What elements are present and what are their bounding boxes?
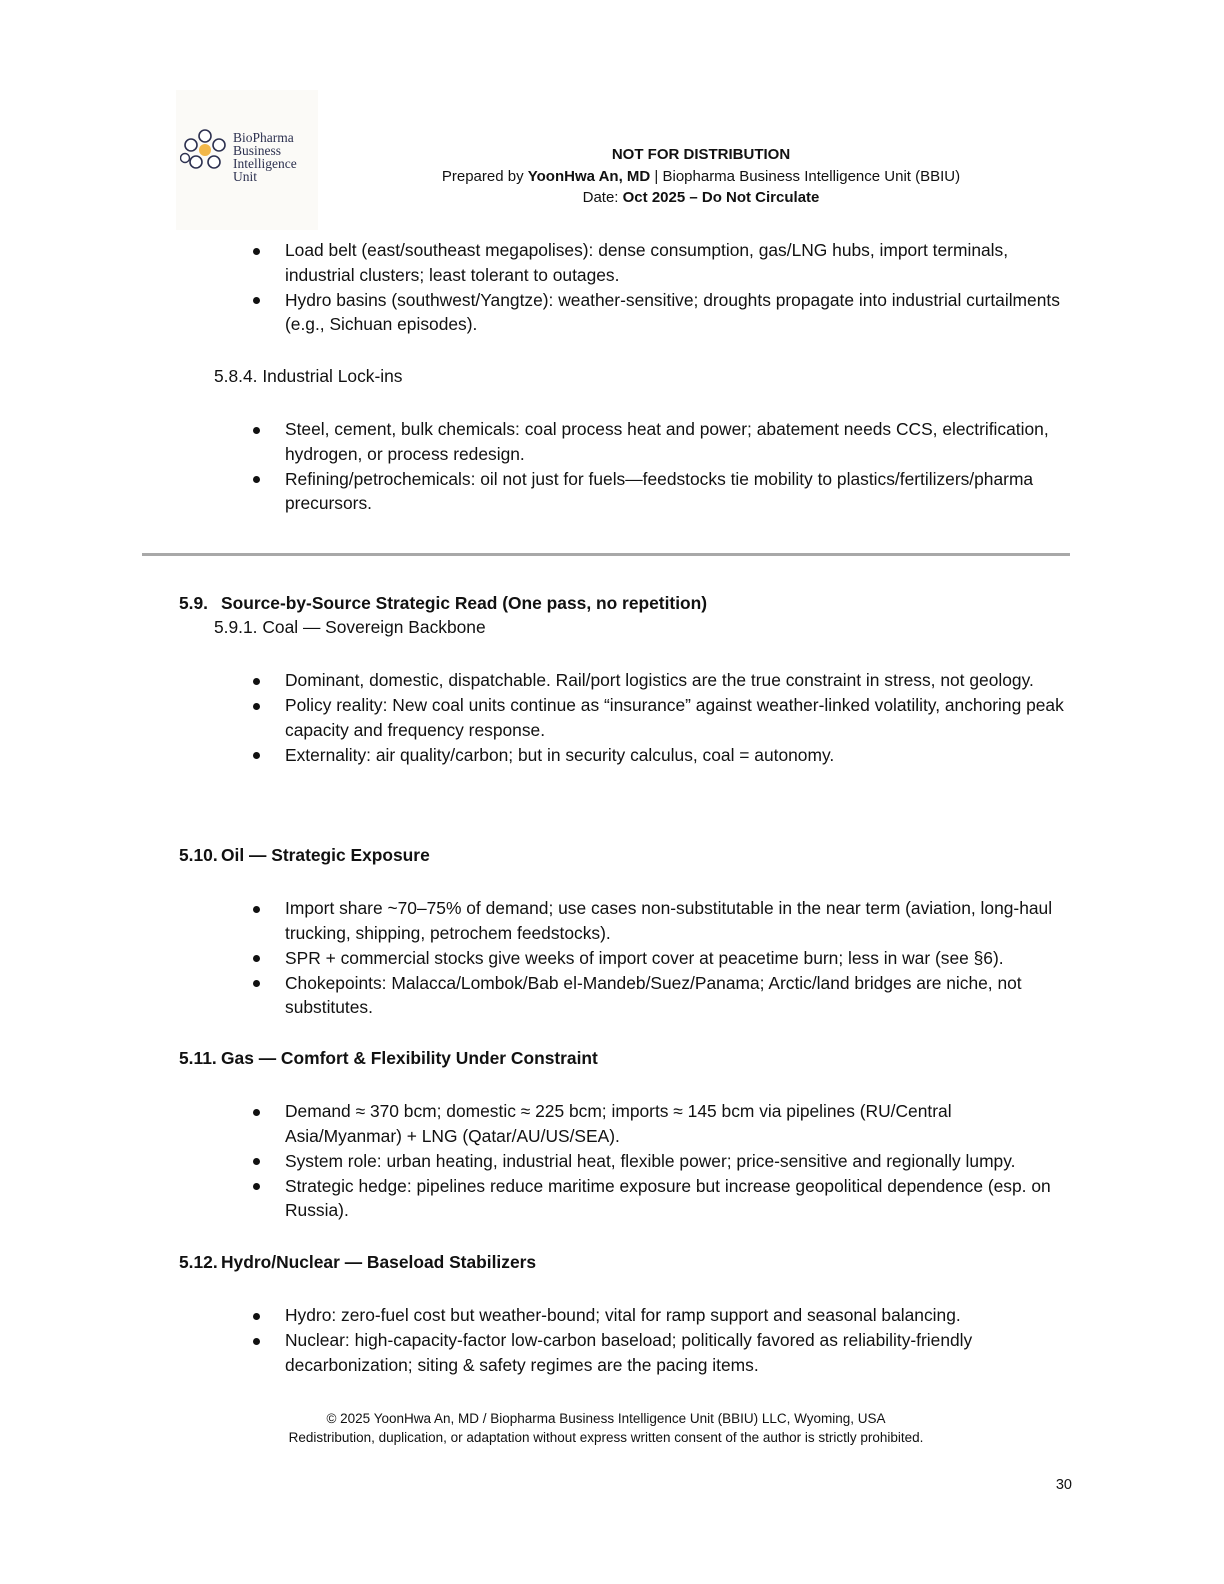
list-item: Chokepoints: Malacca/Lombok/Bab el-Mandeb/Suez/Panama; Arctic/land bridges are niche, not substitutes. [252, 971, 1072, 1020]
list-item: Strategic hedge: pipelines reduce maritime exposure but increase geopolitical dependence (esp. on Russia). [252, 1174, 1072, 1223]
page-footer [200, 1409, 1012, 1447]
bullet-list-coal [252, 668, 1072, 768]
section-heading-5-9: 5.9. Source-by-Source Strategic Read (One pass, no repetition) [179, 593, 708, 613]
subsection-heading-5-9-1: 5.9.1. Coal — Sovereign Backbone [214, 617, 486, 637]
logo-wordmark: BioPharma Business Intelligence Unit [233, 130, 297, 184]
bullet-list-gas [252, 1099, 1072, 1223]
page-header [400, 144, 1002, 209]
list-item: Hydro basins (southwest/Yangtze): weather-sensitive; droughts propagate into industrial curtailments (e.g., Sichuan episodes). [252, 288, 1072, 337]
list-item: Load belt (east/southeast megapolises): dense consumption, gas/LNG hubs, import terminals, industrial clusters; least tolerant to outages. [252, 238, 1072, 287]
list-item: Steel, cement, bulk chemicals: coal process heat and power; abatement needs CCS, electrification, hydrogen, or process redesign. [252, 417, 1072, 466]
list-item: Refining/petrochemicals: oil not just for fuels—feedstocks tie mobility to plastics/fertilizers/pharma precursors. [252, 467, 1072, 516]
list-item: Dominant, domestic, dispatchable. Rail/port logistics are the true constraint in stress, not geology. [252, 668, 1072, 693]
copyright-notice: © 2025 YoonHwa An, MD / Biopharma Business Intelligence Unit (BBIU) LLC, Wyoming, USA [326, 1411, 886, 1426]
section-heading-5-10: 5.10. Oil — Strategic Exposure [179, 845, 430, 865]
list-item: Policy reality: New coal units continue as “insurance” against weather-linked volatility, anchoring peak capacity and frequency response. [252, 693, 1072, 742]
list-item: Externality: air quality/carbon; but in security calculus, coal = autonomy. [252, 743, 1072, 768]
list-item: Nuclear: high-capacity-factor low-carbon baseload; politically favored as reliability-friendly decarbonization; siting & safety regimes are the pacing items. [252, 1328, 1072, 1377]
redistribution-notice: Redistribution, duplication, or adaptation without express written consent of the author is strictly prohibited. [288, 1430, 924, 1445]
bullet-list-hydro-nuclear [252, 1303, 1072, 1378]
page-number: 30 [1055, 1477, 1072, 1493]
section-heading-5-12: 5.12. Hydro/Nuclear — Baseload Stabilizers [179, 1252, 537, 1272]
list-item: Demand ≈ 370 bcm; domestic ≈ 225 bcm; imports ≈ 145 bcm via pipelines (RU/Central Asia/Myanmar) + LNG (Qatar/AU/US/SEA). [252, 1099, 1072, 1148]
bullet-list-oil [252, 896, 1072, 1020]
list-item: SPR + commercial stocks give weeks of import cover at peacetime burn; less in war (see §6). [252, 946, 1072, 971]
list-item: Hydro: zero-fuel cost but weather-bound; vital for ramp support and seasonal balancing. [252, 1303, 1072, 1328]
prepared-by: Prepared by YoonHwa An, MD | Biopharma Business Intelligence Unit (BBIU) [441, 167, 961, 185]
subsection-heading-5-8-4: 5.8.4. Industrial Lock-ins [214, 366, 403, 386]
horizontal-divider [142, 553, 1070, 556]
bullet-list-industrial-lock-ins [252, 417, 1072, 516]
document-date: Date: Oct 2025 – Do Not Circulate [582, 189, 820, 206]
list-item: System role: urban heating, industrial heat, flexible power; price-sensitive and regionally lumpy. [252, 1149, 1072, 1174]
bullet-list-regions [252, 238, 1072, 337]
logo [176, 90, 318, 230]
distribution-notice: NOT FOR DISTRIBUTION [611, 146, 791, 163]
section-heading-5-11: 5.11. Gas — Comfort & Flexibility Under Constraint [179, 1048, 598, 1068]
molecule-logo-icon [180, 128, 230, 176]
list-item: Import share ~70–75% of demand; use cases non-substitutable in the near term (aviation, long-haul trucking, shipping, petrochem feedstocks). [252, 896, 1072, 945]
